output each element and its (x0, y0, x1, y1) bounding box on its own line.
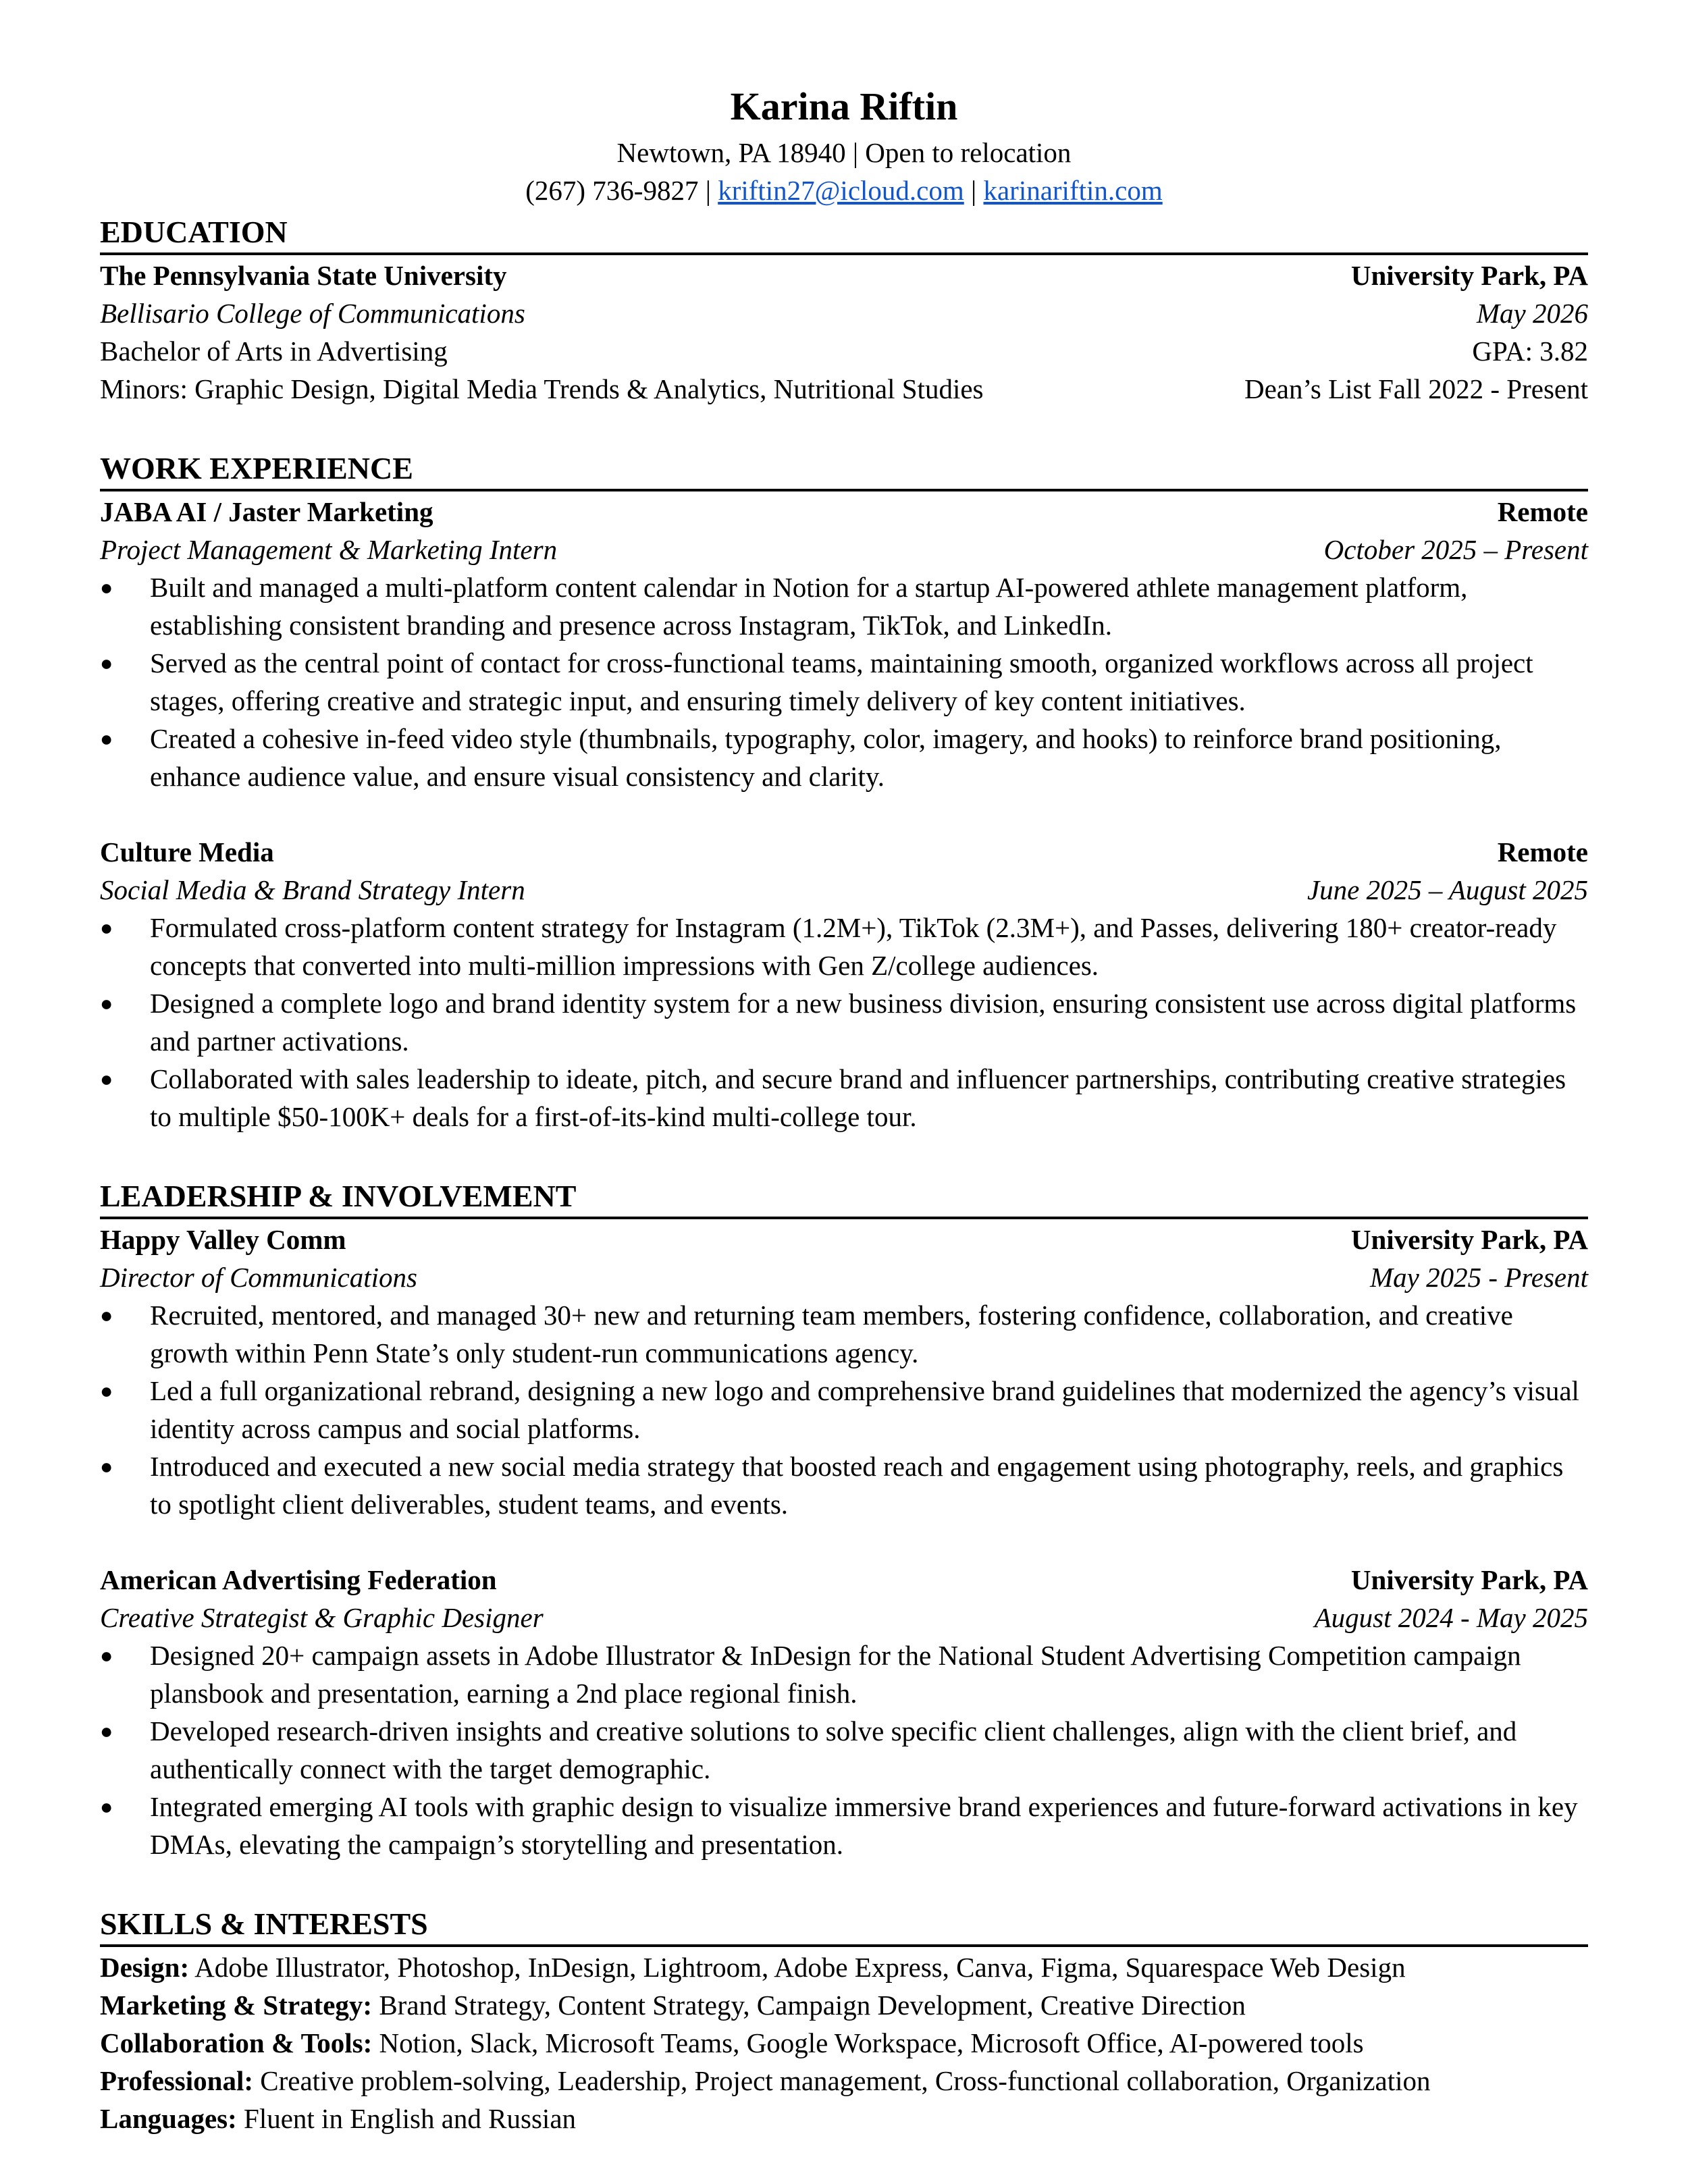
gpa: GPA: 3.82 (1472, 336, 1588, 367)
bullet-item (100, 1296, 1588, 1372)
separator: | (964, 175, 984, 206)
entry-location: Remote (1497, 496, 1588, 527)
entry-date: June 2025 – August 2025 (1307, 874, 1588, 905)
skill-line-languages (100, 2100, 1588, 2137)
role: Creative Strategist & Graphic Designer (100, 1602, 544, 1633)
bullet-text: Developed research-driven insights and creative solutions to solve specific client challenges, align with the client brief, and authentically connect with the target demographic. (150, 1715, 1517, 1784)
experience-entry (100, 833, 1588, 1136)
school-name: The Pennsylvania State University (100, 260, 507, 291)
work-experience-section (100, 448, 1588, 1136)
bullet-icon: ● (100, 991, 113, 1015)
leadership-entry (100, 1561, 1588, 1863)
bullet-item (100, 1372, 1588, 1447)
skill-label: Professional: (100, 2065, 254, 2096)
bullet-icon: ● (100, 1067, 113, 1091)
bullet-list (100, 909, 1588, 1136)
phone-number: (267) 736-9827 (525, 175, 699, 206)
entry-date: October 2025 – Present (1323, 534, 1588, 565)
bullet-text: Introduced and executed a new social media strategy that boosted reach and engagement using photography, reels, and graphics to spotlight client deliverables, student teams, and events. (150, 1451, 1564, 1520)
email-link[interactable]: kriftin27@icloud.com (718, 175, 964, 206)
entry-location: Remote (1497, 836, 1588, 868)
education-section (100, 212, 1588, 408)
minors: Minors: Graphic Design, Digital Media Trends & Analytics, Nutritional Studies (100, 373, 984, 404)
entry-subheader (100, 1258, 1588, 1296)
bullet-item (100, 1447, 1588, 1523)
bullet-text: Collaborated with sales leadership to ideate, pitch, and secure brand and influencer partnerships, contributing creative strategies to multiple $50-100K+ deals for a first-of-its-kind multi-college tour. (150, 1063, 1566, 1132)
bullet-icon: ● (100, 1303, 113, 1327)
entry-header (100, 493, 1588, 531)
role: Social Media & Brand Strategy Intern (100, 874, 525, 905)
experience-entry (100, 493, 1588, 795)
role: Director of Communications (100, 1262, 417, 1293)
skill-label: Collaboration & Tools: (100, 2027, 373, 2058)
entry-subheader (100, 871, 1588, 909)
location-line: Newtown, PA 18940 | Open to relocation (616, 137, 1072, 168)
bullet-item (100, 644, 1588, 720)
education-row-degree (100, 332, 1588, 370)
organization: American Advertising Federation (100, 1564, 497, 1595)
bullet-text: Created a cohesive in-feed video style (thumbnails, typography, color, imagery, and hooks) to reinforce brand positioning, enhance audience value, and ensure visual consistency and clarity. (150, 723, 1502, 792)
bullet-icon: ● (100, 1794, 113, 1819)
education-row-school (100, 257, 1588, 294)
organization: JABA AI / Jaster Marketing (100, 496, 433, 527)
website-link[interactable]: karinariftin.com (983, 175, 1163, 206)
leadership-entry (100, 1221, 1588, 1523)
graduation-date: May 2026 (1476, 298, 1588, 329)
resume-header (100, 80, 1588, 209)
school-location: University Park, PA (1350, 260, 1588, 291)
entry-subheader (100, 531, 1588, 568)
bullet-icon: ● (100, 1643, 113, 1668)
skill-value: Creative problem-solving, Leadership, Project management, Cross-functional collaboration, Organization (253, 2065, 1431, 2096)
bullet-item (100, 1060, 1588, 1136)
entry-subheader (100, 1599, 1588, 1636)
skill-line-marketing (100, 1986, 1588, 2024)
leadership-section (100, 1176, 1588, 1863)
bullet-text: Served as the central point of contact for cross-functional teams, maintaining smooth, organized workflows across all project stages, offering creative and strategic input, and ensuring timely delivery of key content initiatives. (150, 647, 1533, 716)
bullet-icon: ● (100, 575, 113, 600)
skill-label: Marketing & Strategy: (100, 1990, 373, 2021)
section-title-skills: SKILLS & INTERESTS (100, 1904, 1588, 1947)
skill-value: Adobe Illustrator, Photoshop, InDesign, Lightroom, Adobe Express, Canva, Figma, Squarespace Web Design (189, 1952, 1406, 1983)
bullet-list (100, 568, 1588, 795)
entry-header (100, 1561, 1588, 1599)
skill-value: Fluent in English and Russian (236, 2103, 577, 2134)
bullet-item (100, 1636, 1588, 1712)
skill-line-professional (100, 2062, 1588, 2100)
bullet-icon: ● (100, 1379, 113, 1403)
bullet-text: Designed 20+ campaign assets in Adobe Illustrator & InDesign for the National Student Advertising Competition campaign plansbook and presentation, earning a 2nd place regional finish. (150, 1640, 1521, 1709)
resume-content (100, 80, 1588, 2137)
entry-header (100, 1221, 1588, 1258)
candidate-name: Karina Riftin (730, 84, 958, 128)
bullet-list (100, 1636, 1588, 1863)
bullet-item (100, 568, 1588, 644)
bullet-icon: ● (100, 651, 113, 675)
skill-value: Notion, Slack, Microsoft Teams, Google Workspace, Microsoft Office, AI-powered tools (372, 2027, 1364, 2058)
entry-location: University Park, PA (1350, 1224, 1588, 1255)
skill-value: Brand Strategy, Content Strategy, Campaign Development, Creative Direction (372, 1990, 1246, 2021)
bullet-icon: ● (100, 1454, 113, 1479)
bullet-list (100, 1296, 1588, 1523)
bullet-item (100, 984, 1588, 1060)
bullet-text: Designed a complete logo and brand identity system for a new business division, ensuring consistent use across digital platforms and partner activations. (150, 988, 1577, 1057)
skill-label: Languages: (100, 2103, 237, 2134)
education-row-college (100, 294, 1588, 332)
bullet-text: Recruited, mentored, and managed 30+ new and returning team members, fostering confidence, collaboration, and creative growth within Penn State’s only student-run communications agency. (150, 1300, 1513, 1368)
role: Project Management & Marketing Intern (100, 534, 558, 565)
entry-date: May 2025 - Present (1370, 1262, 1588, 1293)
section-title-education: EDUCATION (100, 212, 1588, 255)
organization: Culture Media (100, 836, 274, 868)
bullet-text: Formulated cross-platform content strategy for Instagram (1.2M+), TikTok (2.3M+), and Passes, delivering 180+ creator-ready concepts that converted into multi-million impressions with Gen Z/college audiences. (150, 912, 1557, 981)
degree: Bachelor of Arts in Advertising (100, 336, 448, 367)
entry-header (100, 833, 1588, 871)
section-title-leadership: LEADERSHIP & INVOLVEMENT (100, 1176, 1588, 1219)
education-row-minors (100, 370, 1588, 408)
separator: | (698, 175, 718, 206)
contact-line (100, 171, 1588, 209)
honors: Dean’s List Fall 2022 - Present (1244, 373, 1588, 404)
bullet-text: Built and managed a multi-platform content calendar in Notion for a startup AI-powered athlete management platform, establishing consistent branding and presence across Instagram, TikTok, and LinkedIn. (150, 572, 1468, 641)
bullet-text: Integrated emerging AI tools with graphic design to visualize immersive brand experiences and future-forward activations in key DMAs, elevating the campaign’s storytelling and presentation. (150, 1791, 1578, 1860)
skills-section (100, 1904, 1588, 2137)
bullet-icon: ● (100, 1719, 113, 1743)
bullet-item (100, 720, 1588, 795)
entry-date: August 2024 - May 2025 (1314, 1602, 1588, 1633)
skill-label: Design: (100, 1952, 190, 1983)
section-title-work: WORK EXPERIENCE (100, 448, 1588, 491)
entry-location: University Park, PA (1350, 1564, 1588, 1595)
skill-line-design (100, 1948, 1588, 1986)
bullet-item (100, 1788, 1588, 1863)
organization: Happy Valley Comm (100, 1224, 346, 1255)
bullet-item (100, 1712, 1588, 1788)
college-name: Bellisario College of Communications (100, 298, 525, 329)
bullet-icon: ● (100, 915, 113, 940)
bullet-icon: ● (100, 726, 113, 751)
bullet-item (100, 909, 1588, 984)
skill-line-collaboration (100, 2024, 1588, 2062)
bullet-text: Led a full organizational rebrand, designing a new logo and comprehensive brand guidelines that modernized the agency’s visual identity across campus and social platforms. (150, 1375, 1579, 1444)
